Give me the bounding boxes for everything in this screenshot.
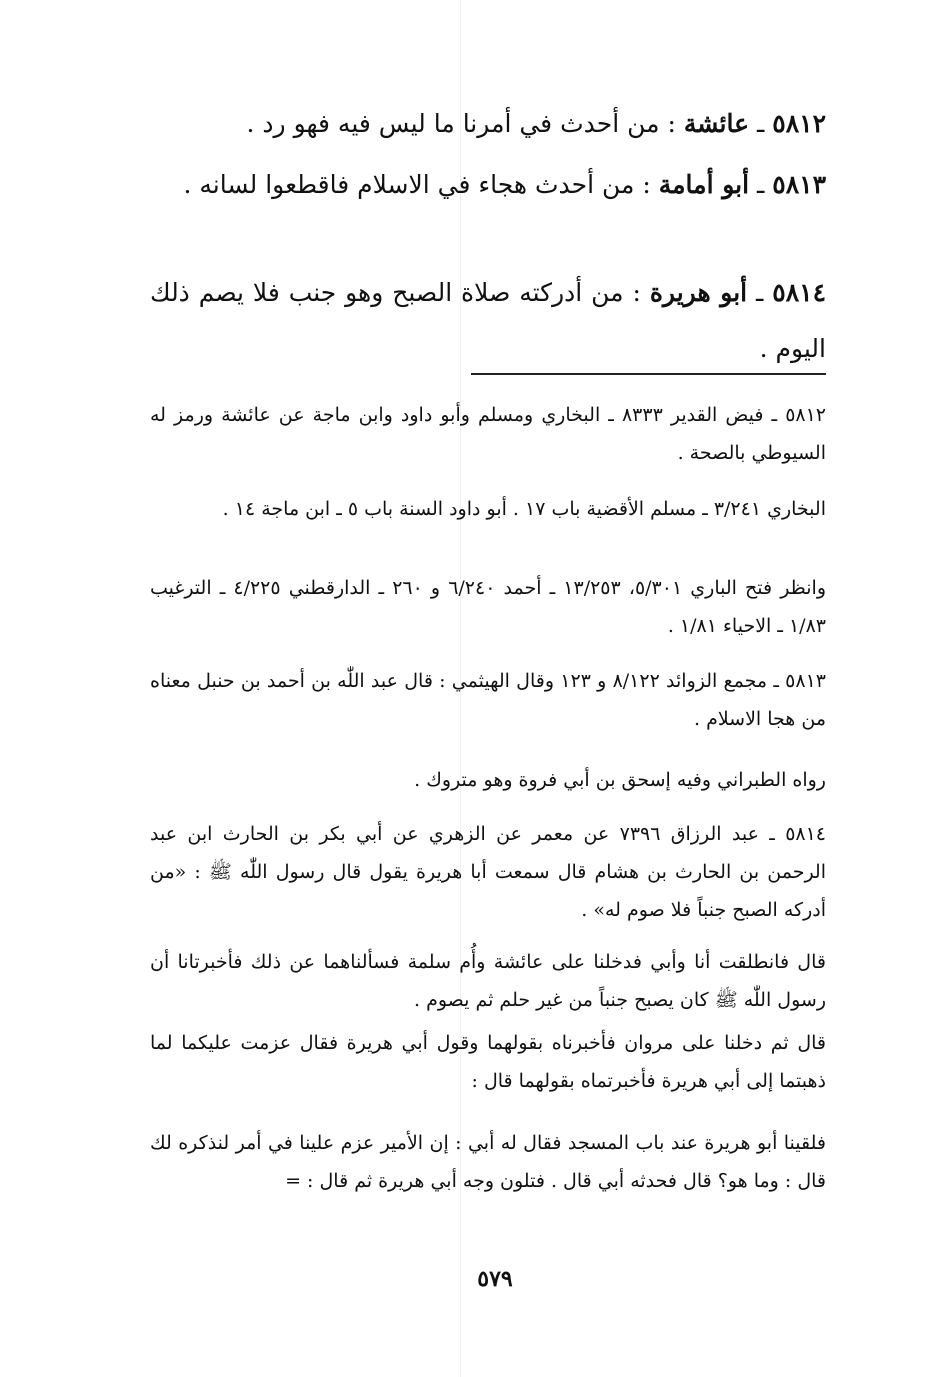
footnote-5812: ٥٨١٢ ـ فيض القدير ٨٣٣٣ ـ البخاري ومسلم وأبو داود وابن ماجة عن عائشة ورمز له السيوطي بالصحة . [150,404,827,464]
hadith-text: : من أحدث في أمرنا ما ليس فيه فهو رد . [246,109,676,138]
book-page [150,0,840,1377]
hadith-text: : من أدركته صلاة الصبح وهو جنب فلا يصم ذلك اليوم . [150,278,826,363]
footnote-separator [471,373,826,375]
footnote-continuation-1: قال فانطلقت أنا وأبي فدخلنا على عائشة وأُم سلمة فسألناهما عن ذلك فأخبرتانا أن رسول اللّٰه ﷺ كان يصبح جنباً من غير حلم ثم يصوم . [150,951,826,1011]
hadith-number: ٥٨١٤ [772,278,827,307]
hadith-5813: ٥٨١٣ ـ أبو أمامة : من أحدث هجاء في الاسلام فاقطعوا لسانه . [183,170,826,199]
page-number: ٥٧٩ [477,1266,513,1292]
footnote-references: البخاري ٣/٢٤١ ـ مسلم الأقضية باب ١٧ . أبو داود السنة باب ٥ ـ ابن ماجة ١٤ . [222,498,826,520]
hadith-5814: ٥٨١٤ ـ أبو هريرة : من أدركته صلاة الصبح وهو جنب فلا يصم ذلك اليوم . [150,278,827,363]
hadith-number: ٥٨١٣ [772,170,826,199]
hadith-number: ٥٨١٢ [772,109,826,138]
footnote-5814: ٥٨١٤ ـ عبد الرزاق ٧٣٩٦ عن معمر عن الزهري عن أبي بكر بن الحارث ابن عبد الرحمن بن الحارث بن هشام قال سمعت أبا هريرة يقول قال رسول اللّٰه ﷺ : «من أدركه الصبح جنباً فلا صوم له» . [150,823,827,921]
footnote-5813: ٥٨١٣ ـ مجمع الزوائد ٨/١٢٢ و ١٢٣ وقال الهيثمي : قال عبد اللّٰه بن أحمد بن حنبل معناه من هجا الاسلام . [150,670,826,730]
footnote-continuation-2: قال ثم دخلنا على مروان فأخبرناه بقولهما وقول أبي هريرة فقال عزمت عليكما لما ذهبتما إلى أبي هريرة فأخبرتماه بقولهما قال : [150,1032,826,1092]
footnote-references-more: وانظر فتح الباري ٥/٣٠١، ١٣/٢٥٣ ـ أحمد ٦/٢٤٠ و ٢٦٠ ـ الدارقطني ٤/٢٢٥ ـ الترغيب ١/٨٣ ـ الاحياء ١/٨١ . [150,577,827,637]
hadith-5812: ٥٨١٢ ـ عائشة : من أحدث في أمرنا ما ليس فيه فهو رد . [246,109,826,138]
footnote-tabarani: رواه الطبراني وفيه إسحق بن أبي فروة وهو متروك . [414,769,826,791]
footnote-continuation-3: فلقينا أبو هريرة عند باب المسجد فقال له أبي : إن الأمير عزم علينا في أمر لنذكره لك قال : وما هو؟ قال فحدثه أبي قال . فتلون وجه أبي هريرة ثم قال : = [150,1132,826,1192]
hadith-text: : من أحدث هجاء في الاسلام فاقطعوا لسانه . [183,170,651,199]
hadith-narrator: عائشة [683,109,750,138]
hadith-narrator: أبو أمامة [658,170,750,199]
hadith-narrator: أبو هريرة [649,278,748,307]
